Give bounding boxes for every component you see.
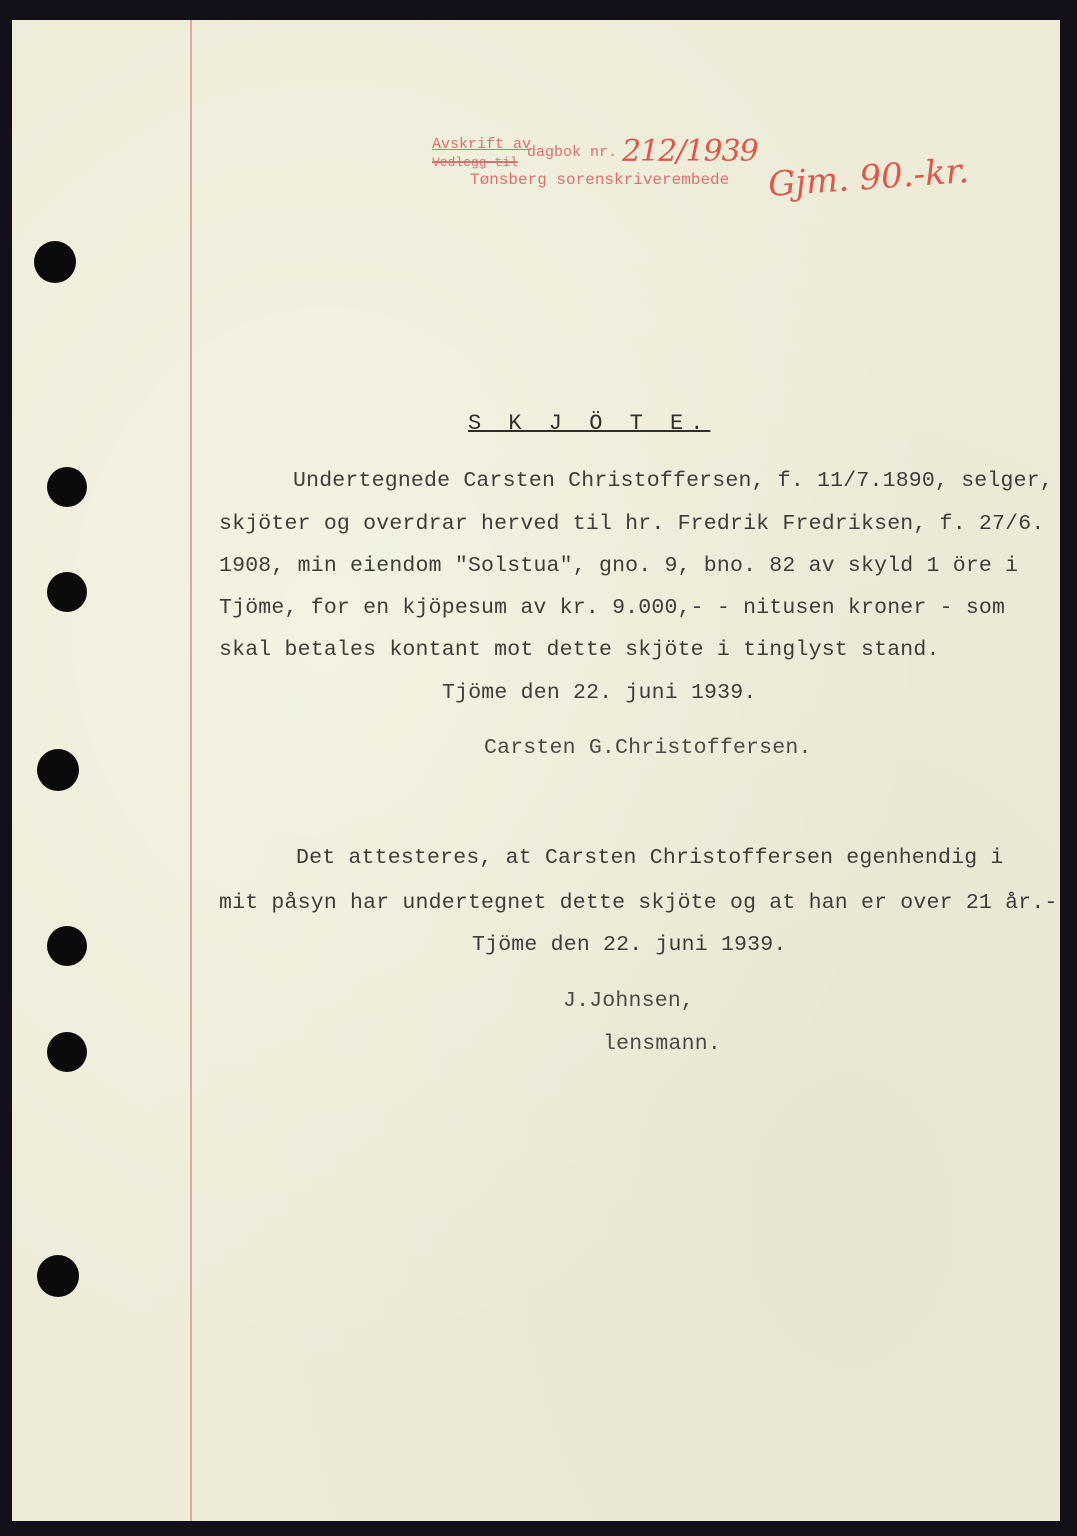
stamp-avskrift: Avskrift av — [432, 136, 532, 153]
margin-line — [190, 20, 192, 1521]
punch-hole — [47, 926, 87, 966]
stamp-dagbok-label: dagbok nr. — [527, 144, 618, 161]
punch-hole — [37, 1255, 79, 1297]
punch-hole — [47, 1032, 87, 1072]
body-line: Tjöme, for en kjöpesum av kr. 9.000,- - nitusen kroner - som — [219, 596, 1006, 620]
attestation-place-date: Tjöme den 22. juni 1939. — [472, 933, 787, 957]
attestation-line: Det attesteres, at Carsten Christoffersen egenhendig i — [296, 846, 1004, 870]
body-line: Undertegnede Carsten Christoffersen, f. 11/7.1890, selger, — [293, 469, 1053, 493]
handwritten-dagbok-number: 212/1939 — [622, 134, 758, 169]
document-title: S K J Ö T E. — [468, 411, 711, 436]
document-page — [12, 20, 1060, 1521]
place-date: Tjöme den 22. juni 1939. — [442, 681, 757, 705]
body-line: skjöter og overdrar herved til hr. Fredrik Fredriksen, f. 27/6. — [219, 512, 1045, 536]
punch-hole — [37, 749, 79, 791]
handwritten-fee-note: Gjm. 90.-kr. — [766, 151, 971, 205]
seller-signature: Carsten G.Christoffersen. — [484, 736, 812, 760]
punch-hole — [47, 572, 87, 612]
attester-name: J.Johnsen, — [563, 989, 695, 1013]
stamp-office: Tønsberg sorenskriverembede — [470, 171, 730, 189]
stamp-vedlegg-struck: Vedlegg til — [432, 155, 518, 170]
body-line: skal betales kontant mot dette skjöte i tinglyst stand. — [219, 638, 940, 662]
attester-title: lensmann. — [603, 1032, 721, 1056]
body-line: 1908, min eiendom "Solstua", gno. 9, bno. 82 av skyld 1 öre i — [219, 554, 1019, 578]
punch-hole — [34, 241, 76, 283]
attestation-line: mit påsyn har undertegnet dette skjöte og at han er over 21 år.- — [219, 891, 1058, 915]
punch-hole — [47, 467, 87, 507]
